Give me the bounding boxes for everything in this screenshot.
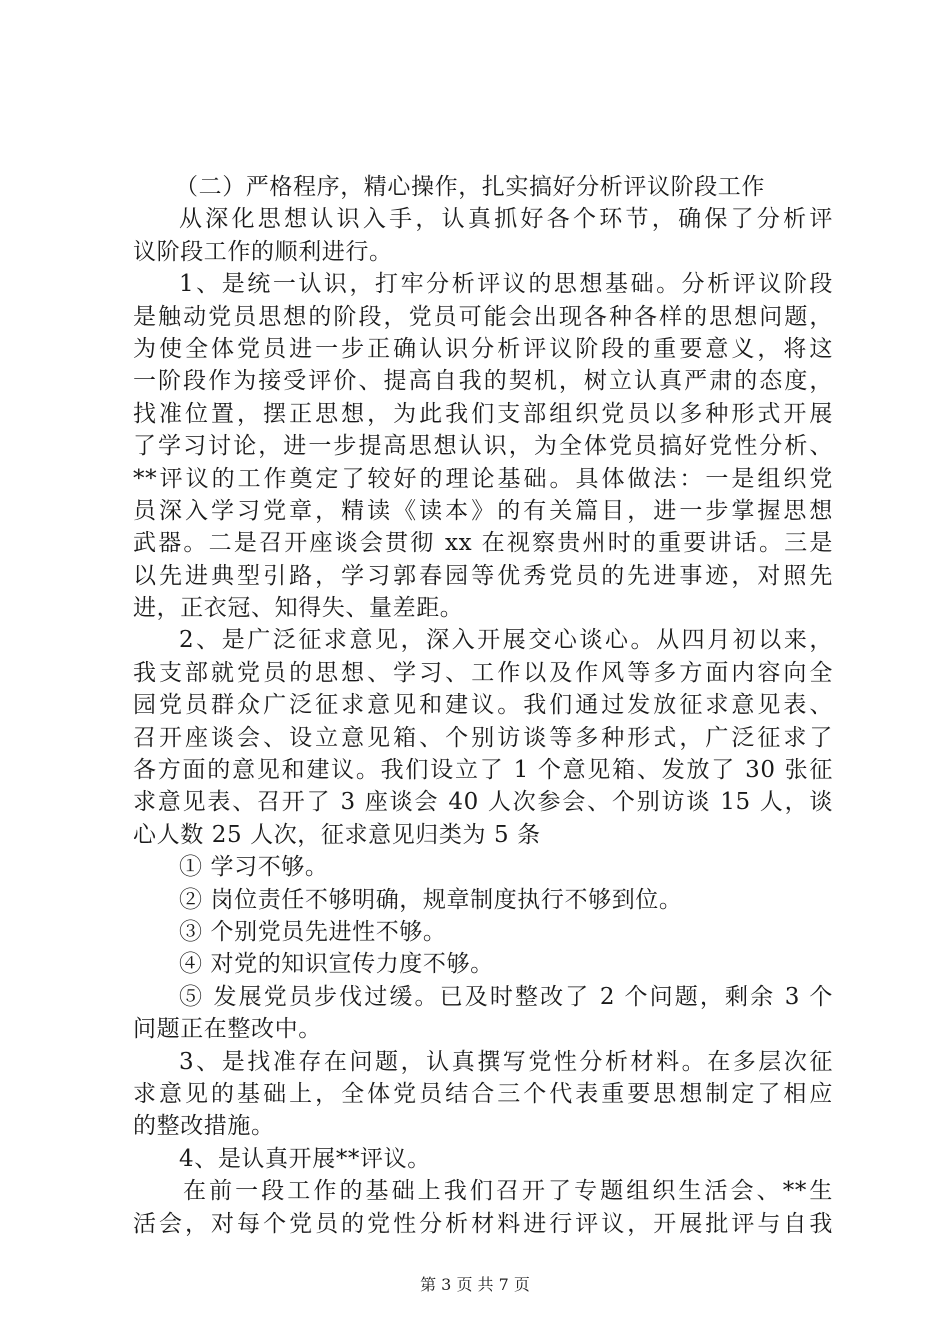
paragraph-line: 园党员群众广泛征求意见和建议。我们通过发放征求意见表、 bbox=[133, 692, 833, 719]
list-item: ② 岗位责任不够明确，规章制度执行不够到位。 bbox=[179, 886, 683, 913]
paragraph-line: 是触动党员思想的阶段，党员可能会出现各种各样的思想问题， bbox=[133, 303, 833, 330]
paragraph-line: 在前一段工作的基础上我们召开了专题组织生活会、**生 bbox=[183, 1178, 833, 1205]
list-item: ④ 对党的知识宣传力度不够。 bbox=[179, 951, 494, 978]
paragraph-line: 求意见的基础上，全体党员结合三个代表重要思想制定了相应 bbox=[133, 1080, 833, 1107]
paragraph-line: 进，正衣冠、知得失、量差距。 bbox=[133, 595, 464, 622]
paragraph-line: 了学习讨论，进一步提高思想认识，为全体党员搞好党性分析、 bbox=[133, 433, 833, 460]
paragraph-line: 我支部就党员的思想、学习、工作以及作风等多方面内容向全 bbox=[133, 659, 833, 686]
list-item: ⑤ 发展党员步伐过缓。已及时整改了 2 个问题，剩余 3 个 bbox=[179, 983, 833, 1010]
list-item: ③ 个别党员先进性不够。 bbox=[179, 918, 447, 945]
paragraph-line: 4、是认真开展**评议。 bbox=[179, 1145, 431, 1172]
paragraph-line: 各方面的意见和建议。我们设立了 1 个意见箱、发放了 30 张征 bbox=[133, 757, 833, 784]
list-item: ① 学习不够。 bbox=[179, 854, 329, 881]
paragraph-line: 武器。二是召开座谈会贯彻 xx 在视察贵州时的重要讲话。三是 bbox=[133, 530, 833, 557]
paragraph-line: 求意见表、召开了 3 座谈会 40 人次参会、个别访谈 15 人，谈 bbox=[133, 789, 833, 816]
paragraph-line: 1、是统一认识，打牢分析评议的思想基础。分析评议阶段 bbox=[179, 271, 833, 298]
paragraph-line: 员深入学习党章，精读《读本》的有关篇目，进一步掌握思想 bbox=[133, 497, 833, 524]
document-body bbox=[133, 171, 833, 1240]
paragraph-line: 召开座谈会、设立意见箱、个别访谈等多种形式，广泛征求了 bbox=[133, 724, 833, 751]
paragraph-line: 的整改措施。 bbox=[133, 1113, 275, 1140]
paragraph-line: 议阶段工作的顺利进行。 bbox=[133, 238, 393, 265]
paragraph-line: **评议的工作奠定了较好的理论基础。具体做法：一是组织党 bbox=[133, 465, 833, 492]
paragraph-line: 心人数 25 人次，征求意见归类为 5 条 bbox=[133, 821, 541, 848]
paragraph-line: 2、是广泛征求意见，深入开展交心谈心。从四月初以来， bbox=[179, 627, 833, 654]
paragraph-line: 从深化思想认识入手，认真抓好各个环节，确保了分析评 bbox=[179, 206, 833, 233]
paragraph-line: 活会，对每个党员的党性分析材料进行评议，开展批评与自我 bbox=[133, 1210, 833, 1237]
paragraph-line: 以先进典型引路，学习郭春园等优秀党员的先进事迹，对照先 bbox=[133, 562, 833, 589]
paragraph-line: 3、是找准存在问题，认真撰写党性分析材料。在多层次征 bbox=[179, 1048, 833, 1075]
section-heading: （二）严格程序，精心操作，扎实搞好分析评议阶段工作 bbox=[175, 174, 765, 200]
paragraph-line: 一阶段作为接受评价、提高自我的契机，树立认真严肃的态度， bbox=[133, 368, 833, 395]
paragraph-line: 问题正在整改中。 bbox=[133, 1016, 322, 1043]
paragraph-line: 为使全体党员进一步正确认识分析评议阶段的重要意义，将这 bbox=[133, 335, 833, 362]
paragraph-line: 找准位置，摆正思想，为此我们支部组织党员以多种形式开展 bbox=[133, 400, 833, 427]
page-number-footer: 第 3 页 共 7 页 bbox=[420, 1275, 530, 1294]
